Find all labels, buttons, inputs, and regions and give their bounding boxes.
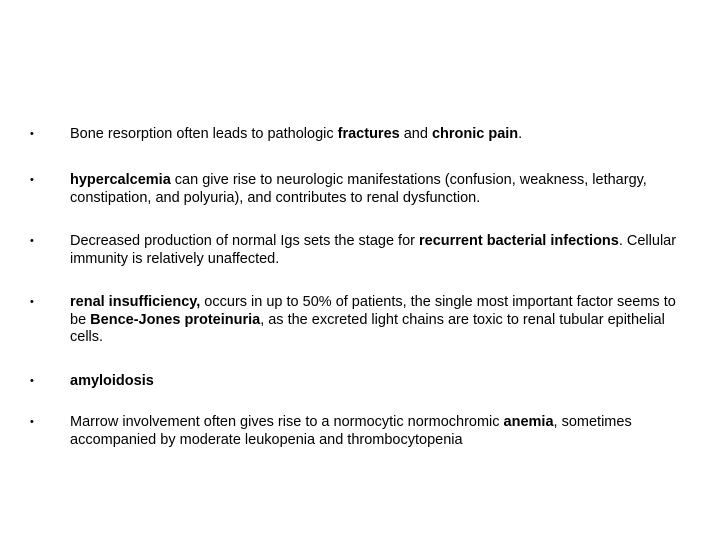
text-run: , as the excreted light chains are toxic to renal tubular epithelial cells. <box>70 311 665 345</box>
text-run: Bone resorption often leads to pathologic <box>70 126 338 142</box>
text-run: . Cellular immunity is relatively unaffected. <box>70 233 677 267</box>
emphasis-text: renal insufficiency, <box>70 294 201 310</box>
bullet-item-amyloidosis <box>30 373 680 391</box>
text-run: and <box>399 126 432 142</box>
emphasis-text: hypercalcemia <box>70 172 171 188</box>
bullet-icon: • <box>30 375 34 387</box>
bullet-icon: • <box>30 296 34 308</box>
bullet-icon: • <box>30 235 34 247</box>
emphasis-text: amyloidosis <box>70 373 154 389</box>
text-run: Marrow involvement often gives rise to a normocytic normochromic <box>70 414 504 430</box>
bullet-item-hypercalcemia <box>30 172 680 207</box>
text-run: , sometimes accompanied by moderate leukopenia and thrombocytopenia <box>70 414 632 448</box>
bullet-text <box>70 373 680 391</box>
bullet-item-fractures <box>30 126 680 144</box>
emphasis-text: fractures <box>337 126 400 142</box>
bullet-text <box>70 233 680 268</box>
text-run: can give rise to neurologic manifestations (confusion, weakness, lethargy, constipation, and polyuria), and contributes to renal dysfunction. <box>70 172 647 206</box>
text-run: . <box>518 126 523 142</box>
bullet-text <box>70 126 680 144</box>
bullet-icon: • <box>30 416 34 428</box>
bullet-item-renal-insufficiency <box>30 294 680 347</box>
bullet-icon: • <box>30 128 34 140</box>
text-run: occurs in up to 50% of patients, the single most important factor seems to be <box>70 294 676 328</box>
bullet-text <box>70 294 680 347</box>
bullet-text <box>70 172 680 207</box>
emphasis-text: Bence-Jones proteinuria <box>90 311 261 328</box>
text-run: Decreased production of normal Igs sets the stage for <box>70 233 419 249</box>
emphasis-text: anemia <box>503 414 554 430</box>
bullet-icon: • <box>30 174 34 186</box>
bullet-item-anemia <box>30 414 680 449</box>
emphasis-text: chronic pain <box>431 126 519 142</box>
emphasis-text: recurrent bacterial infections <box>419 233 619 249</box>
bullet-text <box>70 414 680 449</box>
bullet-item-infections <box>30 233 680 268</box>
